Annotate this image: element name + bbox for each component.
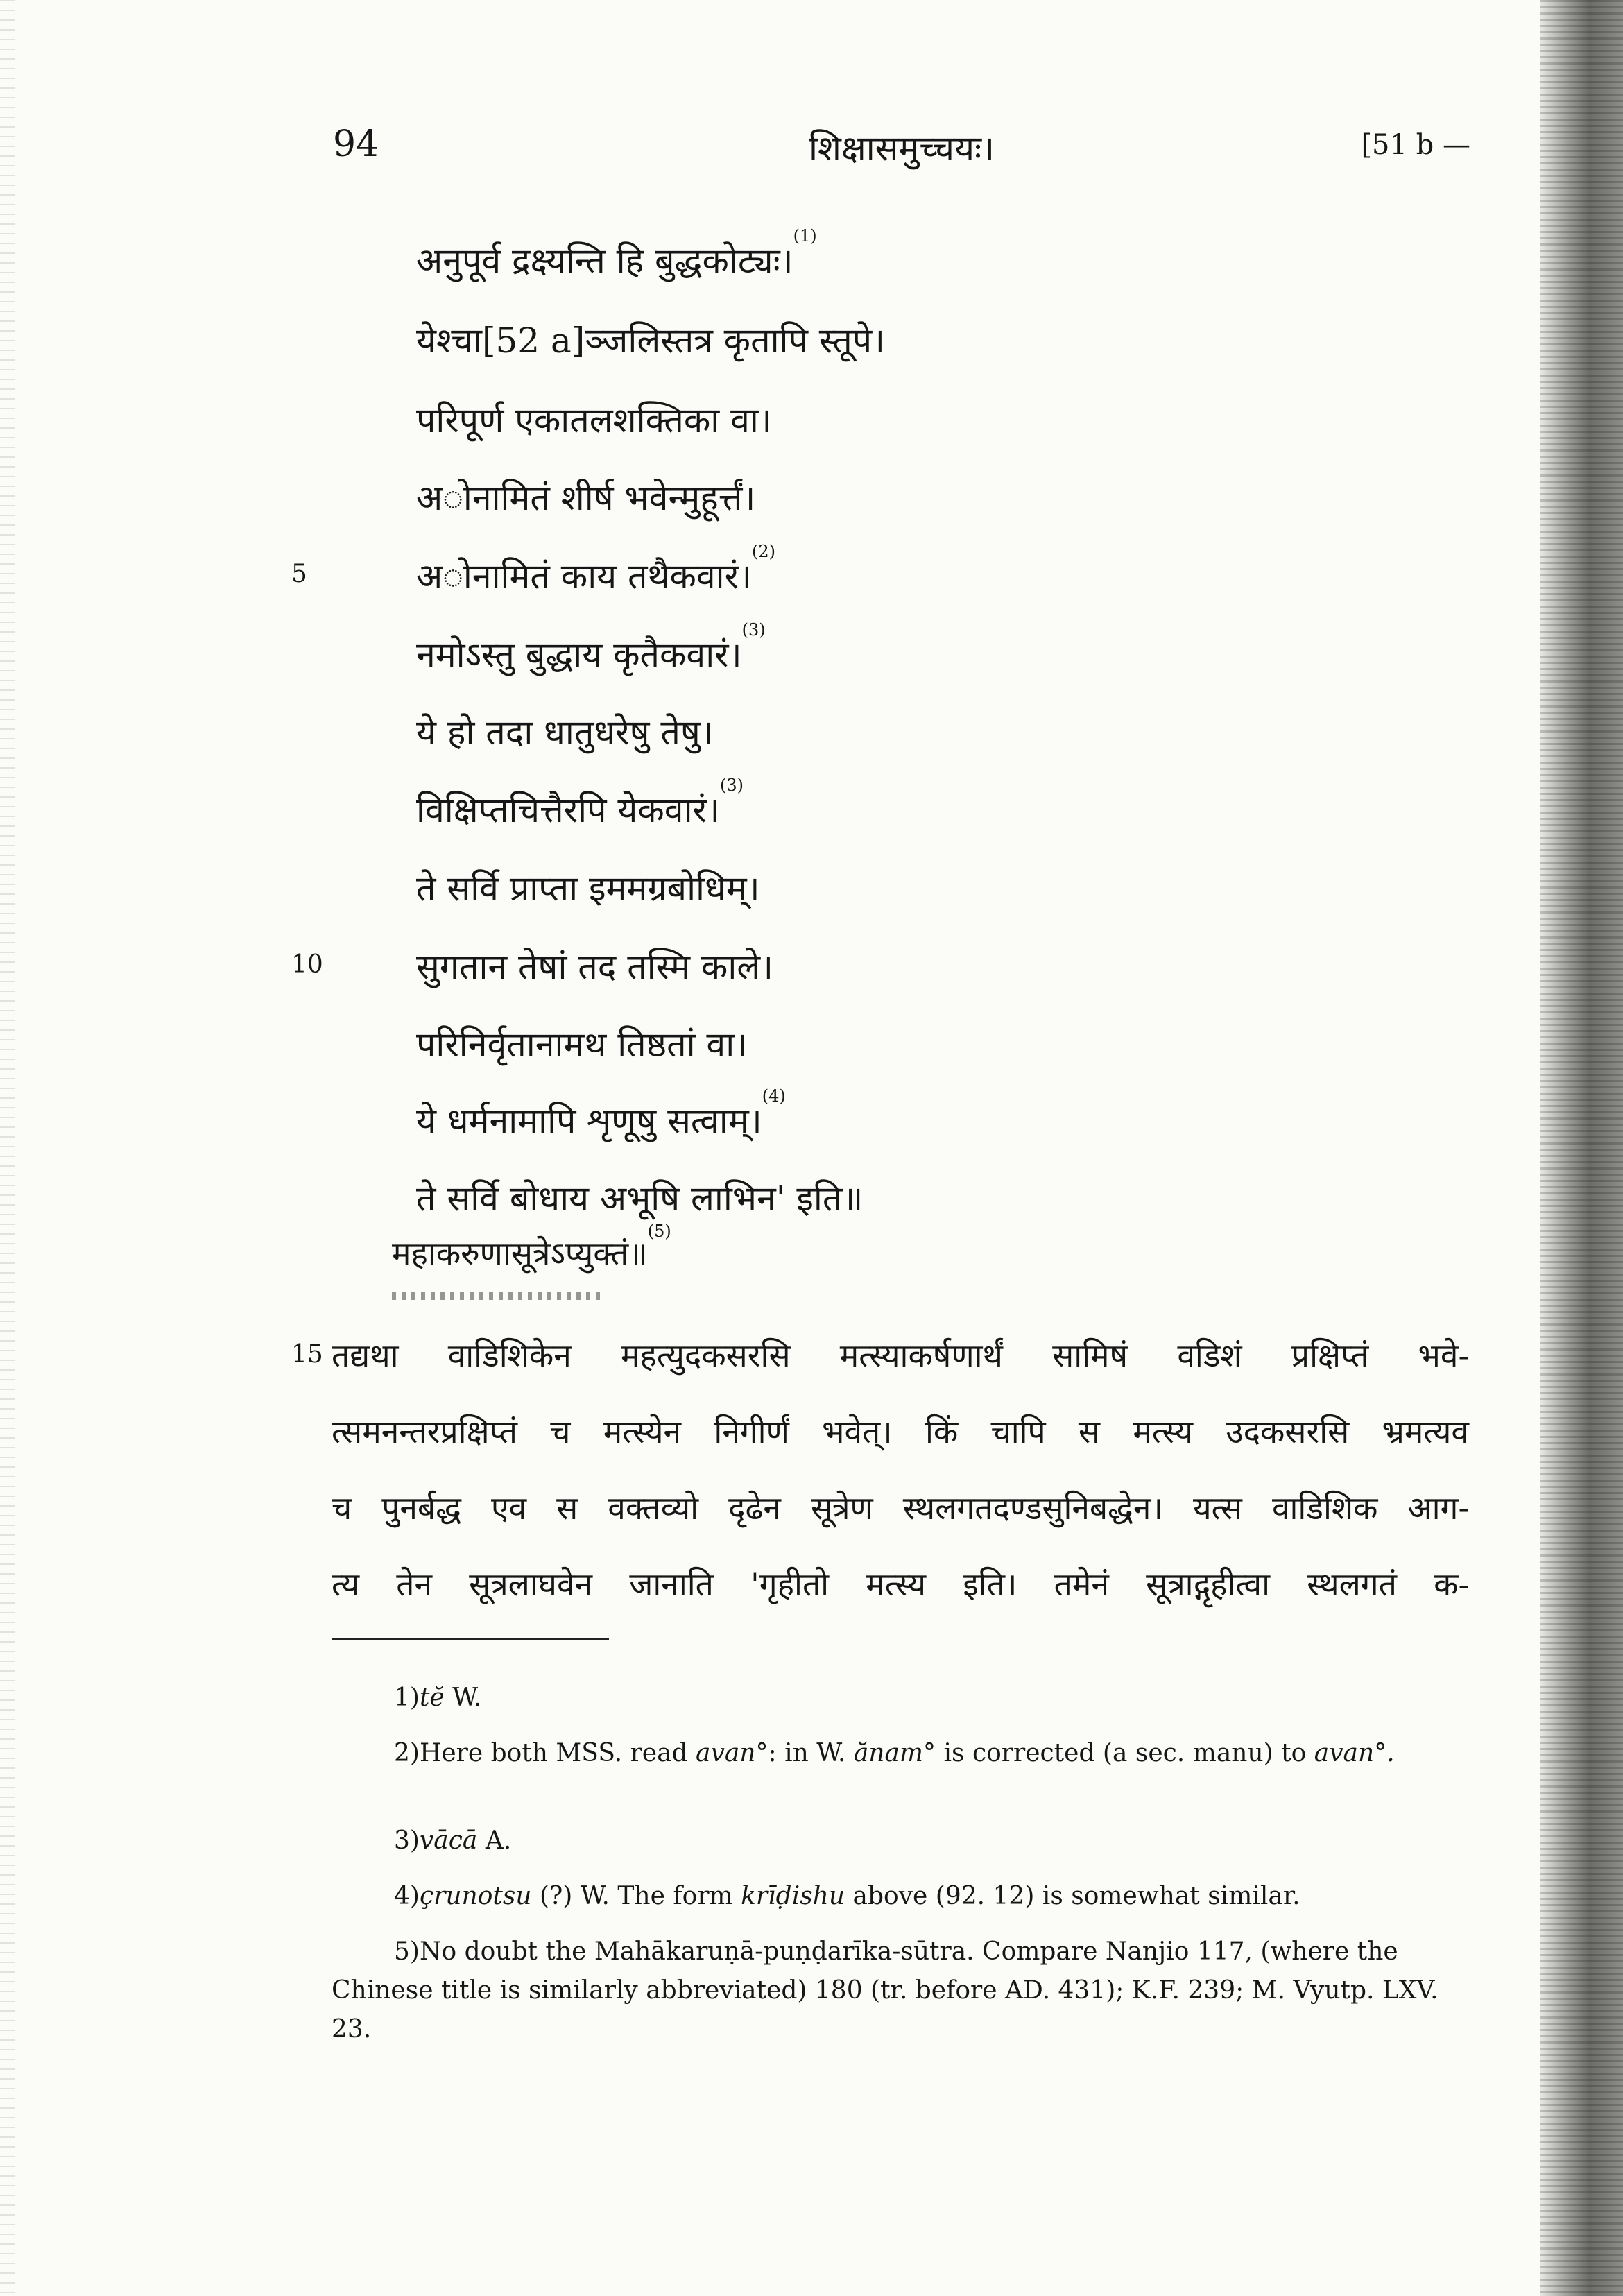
page-left-edge: [0, 0, 15, 2296]
footnote-marker: (1): [793, 226, 817, 246]
footnote-number: 5): [394, 1937, 420, 1966]
verse-line: [416, 708, 714, 755]
verse-text: ते सर्वि प्राप्ता इममग्रबोधिम्।: [416, 868, 760, 909]
footnote-text: vācā: [419, 1826, 478, 1855]
verse-line: [416, 1086, 786, 1143]
footnote-text: : in W.: [768, 1739, 854, 1767]
footnote-text: tĕ: [419, 1684, 445, 1712]
verse-line: [416, 226, 817, 283]
footnote: [332, 1734, 1469, 1773]
footnote-marker: (2): [752, 542, 776, 561]
verse-text: सुगतान तेषां तद तस्मि काले।: [416, 947, 774, 987]
footnote-text: krīḍishu: [741, 1882, 845, 1910]
footnote-number: 2): [394, 1739, 420, 1767]
verse-text: येश्चा[52 a]ञ्जलिस्तत्र कृतापि स्तूपे।: [416, 320, 886, 361]
folio-reference: [51 b —: [1361, 129, 1470, 161]
footnote-text: avan°.: [1314, 1739, 1395, 1767]
page-binding-shadow: [1540, 0, 1623, 2296]
footnote-text: above (92. 12) is somewhat similar.: [845, 1882, 1300, 1910]
sutra-citation: [392, 1222, 671, 1274]
verse-text: परिपूर्ण एकातलशक्तिका वा।: [416, 400, 772, 440]
footnote-marker: (3): [741, 620, 766, 640]
footnote-text: W.: [444, 1684, 482, 1712]
verse-line: [416, 473, 755, 520]
footnote: [332, 1877, 1469, 1916]
line-number: 10: [291, 950, 323, 979]
verse-text: विक्षिप्तचित्तैरपि येकवारं।: [416, 790, 720, 830]
verse-line: [416, 620, 766, 677]
prose-line: तद्यथा वाडिशिकेन महत्युदकसरसि मत्स्याकर्षणार्थं सामिषं वडिशं प्रक्षिप्तं भवे-: [332, 1337, 1469, 1374]
footnote: [332, 1822, 1469, 1860]
verse-text: ये हो तदा धातुधरेषु तेषु।: [416, 712, 714, 753]
verse-line: [416, 942, 773, 989]
verse-line: [416, 1020, 748, 1067]
verse-text: ये धर्मनामापि शृणूषु सत्वाम्।: [416, 1101, 762, 1141]
verse-line: [416, 395, 772, 443]
sutra-citation-text: महाकरुणासूत्रेऽप्युक्तं॥: [392, 1235, 648, 1272]
footnote-text: No doubt the Mahākaruṇā-puṇḍarīka-sūtra. Compare Nanjio 117, (where the Chinese title is similarly abbreviated) 180 (tr. before AD. 431); K.F. 239; M. Vyutp. LXV. 23.: [332, 1937, 1439, 2044]
verse-text: नमोऽस्तु बुद्धाय कृतैकवारं।: [416, 635, 742, 675]
verse-line: [416, 864, 760, 911]
footnote-text: avan°: [696, 1739, 768, 1767]
footnote-text: çrunotsu: [419, 1882, 532, 1910]
prose-line: त्समनन्तरप्रक्षिप्तं च मत्स्येन निगीर्णं भवेत्। किं चापि स मत्स्य उदकसरसि भ्रमत्यव: [332, 1413, 1469, 1450]
verse-text: अोनामितं काय तथैकवारं।: [416, 556, 753, 597]
footnote-text: Here both MSS. read: [419, 1739, 696, 1767]
footnote-number: 1): [394, 1684, 420, 1712]
footnote: [332, 1679, 1469, 1717]
verse-line: [416, 542, 776, 599]
footnote-marker: (5): [647, 1222, 671, 1241]
footnote-separator: [332, 1638, 609, 1640]
verse-text: अोनामितं शीर्ष भवेन्मुहूर्त्तं।: [416, 478, 756, 518]
footnote-text: (?) W. The form: [531, 1882, 741, 1910]
footnote-text: ănam°: [853, 1739, 936, 1767]
prose-line: च पुनर्बद्ध एव स वक्तव्यो दृढेन सूत्रेण स्थलगतदण्डसुनिबद्धेन। यत्स वाडिशिक आग-: [332, 1489, 1469, 1527]
footnote-text: A.: [477, 1826, 512, 1855]
page-header: [333, 123, 1470, 186]
footnote-number: 3): [394, 1826, 420, 1855]
verse-text: ते सर्वि बोधाय अभूषि लाभिन' इति॥: [416, 1179, 864, 1219]
verse-text: अनुपूर्व द्रक्ष्यन्ति हि बुद्धकोट्यः।: [416, 241, 793, 281]
prose-line: त्य तेन सूत्रलाघवेन जानाति 'गृहीतो मत्स्य इति। तमेनं सूत्राद्गृहीत्वा स्थलगतं क-: [332, 1566, 1469, 1603]
verse-line: [416, 776, 744, 832]
verse-text: परिनिर्वृतानामथ तिष्ठतां वा।: [416, 1025, 748, 1065]
page-number: 94: [333, 123, 379, 165]
footnote-number: 4): [394, 1882, 420, 1910]
footnote-marker: (3): [719, 776, 744, 795]
verse-line: [416, 316, 885, 363]
running-title: शिक्षासमुच्चयः।: [808, 128, 995, 169]
line-number: 5: [291, 560, 307, 588]
wavy-underline: [392, 1292, 600, 1300]
footnote-text: is corrected (a sec. manu) to: [936, 1739, 1314, 1767]
line-number: 15: [291, 1340, 323, 1369]
footnote-marker: (4): [762, 1086, 786, 1106]
verse-line: [416, 1174, 863, 1221]
footnote: [332, 1933, 1469, 2049]
